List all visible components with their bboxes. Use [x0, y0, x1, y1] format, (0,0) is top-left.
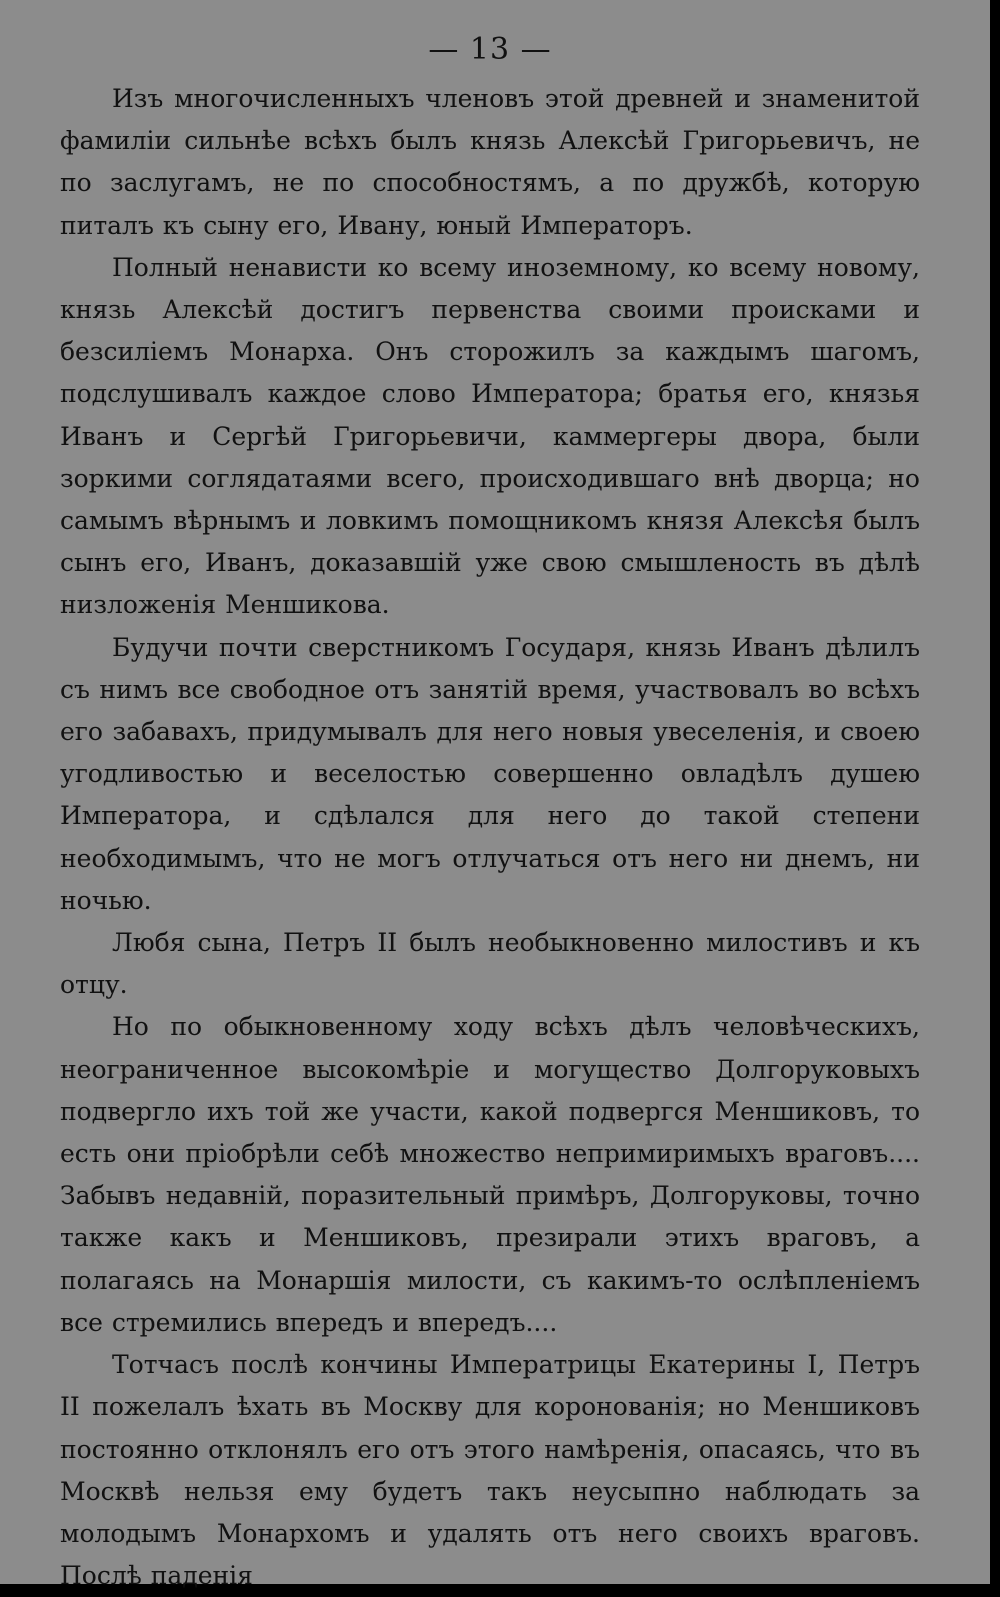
paragraph: Изъ многочисленныхъ членовъ этой древней и знаменитой фамиліи сильнѣе всѣхъ былъ князь Алексѣй Григорьевичъ, не по заслугамъ, не по способностямъ, а по дружбѣ, которую питалъ къ сыну его, Ивану, юный Императоръ. [60, 84, 920, 240]
paragraph: Будучи почти сверстникомъ Государя, князь Иванъ дѣлилъ съ нимъ все свободное отъ занятій время, участвовалъ во всѣхъ его забавахъ, придумывалъ для него новыя увеселенія, и своею угодливостью и веселостью совершенно овладѣлъ душею Императора, и сдѣлался для него до такой степени необходимымъ, что не могъ отлучаться отъ него ни днемъ, ни ночью. [60, 632, 920, 915]
paragraph: Тотчасъ послѣ кончины Императрицы Екатерины I, Петръ II пожелалъ ѣхать въ Москву для коронованія; но Меншиковъ постоянно отклонялъ его отъ этого намѣренія, опасаясь, что въ Москвѣ нельзя ему будетъ такъ неусыпно наблюдать за молодымъ Монархомъ и удалять отъ него своихъ враговъ. Послѣ паденія [60, 1350, 920, 1591]
paragraph: Полный ненависти ко всему иноземному, ко всему новому, князь Алексѣй достигъ первенства своими происками и безсиліемъ Монарха. Онъ сторожилъ за каждымъ шагомъ, подслушивалъ каждое слово Императора; братья его, князья Иванъ и Сергѣй Григорьевичи, каммергеры двора, были зоркими соглядатаями всего, происходившаго внѣ дворца; но самымъ вѣрнымъ и ловкимъ помощникомъ князя Алексѣя былъ сынъ его, Иванъ, доказавшій уже свою смышленость въ дѣлѣ низложенія Меншикова. [60, 252, 920, 620]
paragraph: Любя сына, Петръ II былъ необыкновенно милостивъ и къ отцу. [60, 928, 920, 1000]
body-text [60, 78, 920, 1597]
page-number: — 13 — [428, 32, 552, 67]
paragraph: Но по обыкновенному ходу всѣхъ дѣлъ человѣческихъ, неограниченное высокомѣріе и могущество Долгоруковыхъ подвергло ихъ той же участи, какой подвергся Меншиковъ, то есть они пріобрѣли себѣ множество непримиримыхъ враговъ.... Забывъ недавній, поразительный примѣръ, Долгоруковы, точно также какъ и Меншиковъ, презирали этихъ враговъ, а полагаясь на Монаршія милости, съ какимъ-то ослѣпленіемъ все стремились впередъ и впередъ.... [60, 1012, 920, 1337]
